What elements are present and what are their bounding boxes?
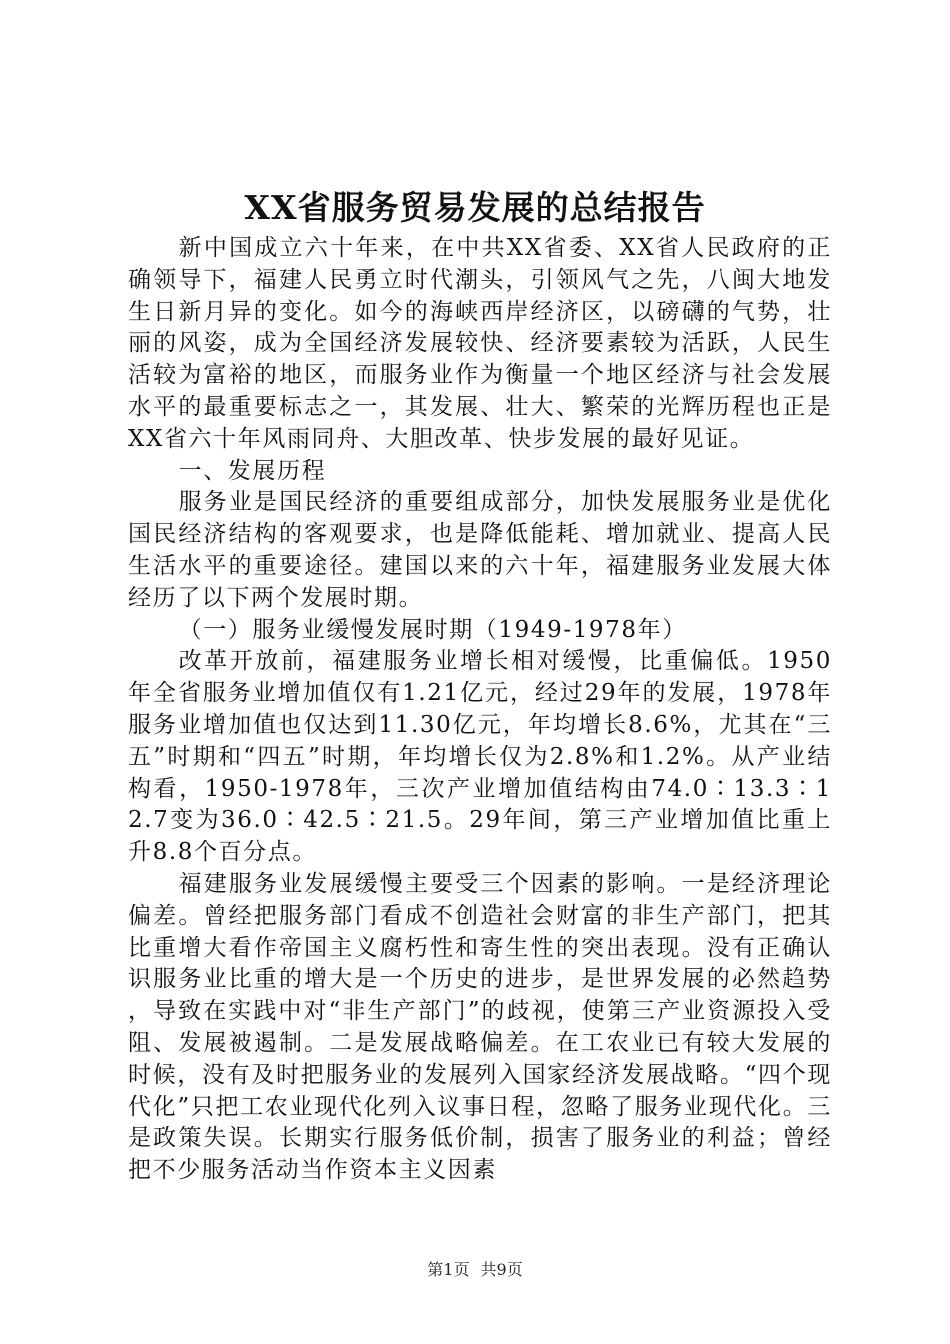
page-number-total: 共9页 <box>480 1260 523 1279</box>
paragraph-intro: 新中国成立六十年来，在中共XX省委、XX省人民政府的正确领导下，福建人民勇立时代潮头，引领风气之先，八闽大地发生日新月异的变化。如今的海峡西岸经济区，以磅礴的气势，壮丽的风姿，成为全国经济发展较快、经济要素较为活跃，人民生活较为富裕的地区，而服务业作为衡量一个地区经济与社会发展水平的最重要标志之一，其发展、壮大、繁荣的光辉历程也正是XX省六十年风雨同舟、大胆改革、快步发展的最好见证。 <box>128 235 832 452</box>
paragraph-slow-development-factors: 福建服务业发展缓慢主要受三个因素的影响。一是经济理论偏差。曾经把服务部门看成不创造社会财富的非生产部门，把其比重增大看作帝国主义腐朽性和寄生性的突出表现。没有正确认识服务业比重的增大是一个历史的进步，是世界发展的必然趋势，导致在实践中对“非生产部门”的歧视，使第三产业资源投入受阻、发展被遏制。二是发展战略偏差。在工农业已有较大发展的时候，没有及时把服务业的发展列入国家经济发展战略。“四个现代化”只把工农业现代化列入议事日程，忽略了服务业现代化。三是政策失误。长期实行服务低价制，损害了服务业的利益；曾经把不少服务活动当作资本主义因素 <box>128 870 832 1184</box>
document-body <box>128 233 832 1187</box>
paragraph-pre-reform-statistics: 改革开放前，福建服务业增长相对缓慢，比重偏低。1950年全省服务业增加值仅有1.21亿元，经过29年的发展，1978年服务业增加值也仅达到11.30亿元，年均增长8.6%，尤其在“三五”时期和“四五”时期，年均增长仅为2.8%和1.2%。从产业结构看，1950-1978年，三次产业增加值结构由74.0∶13.3∶12.7变为36.0∶42.5∶21.5。29年间，第三产业增加值比重上升8.8个百分点。 <box>128 648 832 866</box>
page-footer <box>0 1259 950 1281</box>
paragraph-service-industry-overview: 服务业是国民经济的重要组成部分，加快发展服务业是优化国民经济结构的客观要求，也是降低能耗、增加就业、提高人民生活水平的重要途径。建国以来的六十年，福建服务业发展大体经历了以下两个发展时期。 <box>128 489 832 611</box>
subsection-heading-slow-development: （一）服务业缓慢发展时期（1949-1978年） <box>178 616 687 643</box>
section-heading-development-history: 一、发展历程 <box>178 457 327 484</box>
page-number-current: 第1页 <box>427 1260 470 1279</box>
document-title: XX省服务贸易发展的总结报告 <box>244 188 706 227</box>
